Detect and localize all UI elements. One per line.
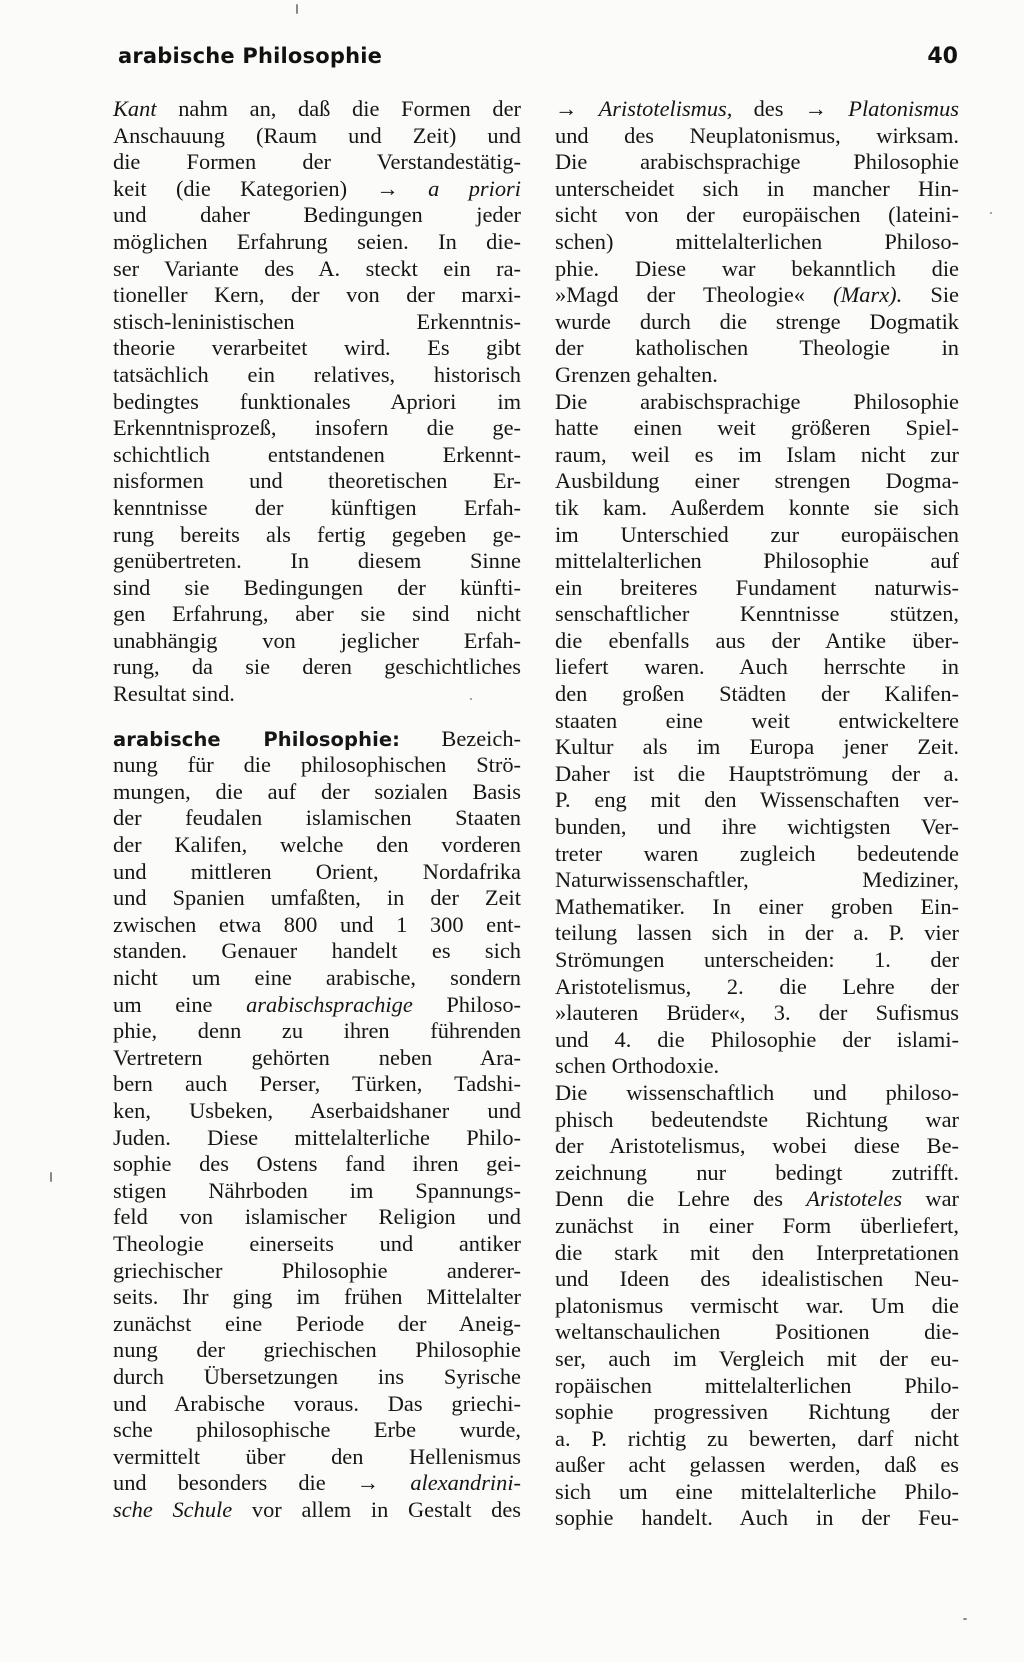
text-line: arabische Philosophie: Bezeich- (113, 725, 521, 751)
text-line: Theologie einerseits und antiker (113, 1230, 521, 1256)
text-line: liefert waren. Auch herrschte in (555, 654, 959, 680)
scan-speck (990, 212, 992, 214)
text-line: sche philosophische Erbe wurde, (113, 1417, 521, 1443)
text-line: genübertreten. In diesem Sinne (113, 548, 521, 574)
text-line: Denn die Lehre des Aristoteles war (555, 1186, 959, 1212)
text-line: bedingtes funktionales Apriori im (113, 388, 521, 414)
text-line: Strömungen unterscheiden: 1. der (555, 947, 959, 972)
text-line: der feudalen islamischen Staaten (113, 805, 521, 831)
text-line: Die arabischsprachige Philosophie (555, 149, 959, 175)
text-line: »Magd der Theologie« (Marx). Sie (555, 282, 959, 308)
text-line: Resultat sind. (113, 681, 235, 707)
text-line: und Ideen des idealistischen Neu- (555, 1266, 959, 1292)
text-line: Die arabischsprachige Philosophie (555, 388, 959, 414)
text-line: weltanschaulichen Positionen die- (555, 1319, 959, 1345)
entry-headword: arabische Philosophie: (113, 727, 401, 751)
text-line: Erkenntnisprozeß, insofern die ge- (113, 415, 521, 441)
scan-speck (963, 1618, 967, 1620)
text-line: »lauteren Brüder«, 3. der Sufismus (555, 1000, 959, 1026)
text-line: teilung lassen sich in der a. P. vier (555, 920, 959, 946)
text-line: treter waren zugleich bedeutende (555, 840, 959, 866)
cross-reference-term: a priori (428, 175, 521, 201)
text-line: P. eng mit den Wissenschaften ver- (555, 787, 959, 813)
text-line: wurde durch die strenge Dogmatik (555, 308, 959, 334)
text-line: vermittelt über den Hellenismus (113, 1443, 521, 1469)
text-line: hatte einen weit größeren Spiel- (555, 415, 959, 441)
text-line: Vertretern gehörten neben Ara- (113, 1044, 521, 1070)
text-line: ropäischen mittelalterlichen Philo- (555, 1372, 959, 1398)
text-line: Ausbildung einer strengen Dogma- (555, 468, 959, 494)
text-line: nung für die philosophischen Strö- (113, 752, 521, 778)
scan-speck (470, 698, 472, 700)
cross-reference-name: (Marx). (833, 282, 903, 308)
text-line: Juden. Diese mittelalterliche Philo- (113, 1124, 521, 1150)
text-line: um eine arabischsprachige Philoso- (113, 991, 521, 1017)
scan-speck (296, 4, 298, 14)
left-column (113, 96, 521, 1523)
text-line: ser, auch im Vergleich mit der eu- (555, 1345, 959, 1371)
text-line: Mathematiker. In einer groben Ein- (555, 893, 959, 919)
right-column (555, 96, 959, 1532)
text-line: tatsächlich ein relatives, historisch (113, 361, 521, 387)
text-line: und Arabische voraus. Das griechi- (113, 1390, 521, 1416)
text-line: feld von islamischer Religion und (113, 1204, 521, 1230)
text-line: und des Neuplatonismus, wirksam. (555, 122, 959, 148)
text-line: der Kalifen, welche den vorderen (113, 832, 521, 858)
cross-reference-term: Aristotelismus, (598, 96, 733, 121)
text-line: nisformen und theoretischen Er- (113, 468, 521, 494)
text-line: a. P. richtig zu bewerten, darf nicht (555, 1425, 959, 1451)
text-line: ken, Usbeken, Aserbaidshaner und (113, 1097, 521, 1123)
text-line: sophie handelt. Auch in der Feu- (555, 1505, 959, 1531)
text-line: die stark mit den Interpretationen (555, 1239, 959, 1265)
text-line: außer acht gelassen werden, daß es (555, 1452, 959, 1478)
text-line: die Formen der Verstandestätig- (113, 149, 521, 175)
running-head: arabische Philosophie (118, 44, 383, 68)
text-line: griechischer Philosophie anderer- (113, 1257, 521, 1283)
text-line: sicht von der europäischen (lateini- (555, 202, 959, 228)
text-line: phisch bedeutendste Richtung war (555, 1106, 959, 1132)
text-line: schen Orthodoxie. (555, 1053, 720, 1079)
text-line: zunächst in einer Form überliefert, (555, 1212, 959, 1238)
text-line: Daher ist die Hauptströmung der a. (555, 760, 959, 786)
text-line: seits. Ihr ging im frühen Mittelalter (113, 1284, 521, 1310)
text-line: zwischen etwa 800 und 1 300 ent- (113, 911, 521, 937)
text-line: sich um eine mittelalterliche Philo- (555, 1478, 959, 1504)
text-line: der Aristotelismus, wobei diese Be- (555, 1133, 959, 1159)
text-line: schen) mittelalterlichen Philoso- (555, 228, 959, 254)
cross-reference-term: Platonismus (848, 96, 959, 121)
text-line: → Aristotelismus, des → Platonismus (555, 96, 959, 121)
text-line: kenntnisse der künftigen Erfah- (113, 494, 521, 520)
text-line: und mittleren Orient, Nordafrika (113, 858, 521, 884)
text-line: Aristotelismus, 2. die Lehre der (555, 973, 959, 999)
text-line: sind sie Bedingungen der künfti- (113, 574, 521, 600)
text-line: Kultur als im Europa jener Zeit. (555, 734, 959, 760)
text-line: die ebenfalls aus der Antike über- (555, 627, 959, 653)
text-line: den großen Städten der Kalifen- (555, 681, 959, 707)
text-line: phie, denn zu ihren führenden (113, 1018, 521, 1044)
text-line: stigen Nährboden im Spannungs- (113, 1177, 521, 1203)
scan-speck (50, 1172, 52, 1182)
text-line: und Spanien umfaßten, in der Zeit (113, 885, 521, 911)
text-line: rung, da sie deren geschichtliches (113, 654, 521, 680)
cross-reference-name: Aristoteles (806, 1186, 903, 1212)
text-line: ein breiteres Fundament naturwis- (555, 574, 959, 600)
text-line: unabhängig von jeglicher Erfah- (113, 627, 521, 653)
text-line: mittelalterlichen Philosophie auf (555, 548, 959, 574)
text-line: sophie des Ostens fand ihren gei- (113, 1151, 521, 1177)
text-line: gen Erfahrung, aber sie sind nicht (113, 601, 521, 627)
text-line: möglichen Erfahrung seien. In die- (113, 228, 521, 254)
text-line: ser Variante des A. steckt ein ra- (113, 255, 521, 281)
cross-reference-name: Kant (113, 96, 157, 121)
text-line: nung der griechischen Philosophie (113, 1337, 521, 1363)
text-line: rung bereits als fertig gegeben ge- (113, 521, 521, 547)
text-line: senschaftlicher Kenntnisse stützen, (555, 601, 959, 627)
previous-entry-continuation (113, 96, 521, 708)
text-line: platonismus vermischt war. Um die (555, 1292, 959, 1318)
text-line: durch Übersetzungen ins Syrische (113, 1363, 521, 1389)
text-line: raum, weil es im Islam nicht zur (555, 441, 959, 467)
cross-reference-term: sche Schule (113, 1496, 233, 1522)
text-line: mungen, die auf der sozialen Basis (113, 778, 521, 804)
text-line: nicht um eine arabische, sondern (113, 965, 521, 990)
text-line: schichtlich entstandenen Erkennt- (113, 441, 521, 467)
text-line: zeichnung nur bedingt zutrifft. (555, 1159, 959, 1185)
page-number: 40 (927, 44, 958, 69)
text-line: im Unterschied zur europäischen (555, 521, 959, 547)
text-line: standen. Genauer handelt es sich (113, 938, 521, 964)
text-line: Kant nahm an, daß die Formen der (113, 96, 521, 121)
dictionary-entry (113, 726, 521, 1524)
text-line: sophie progressiven Richtung der (555, 1399, 959, 1425)
text-line: und daher Bedingungen jeder (113, 202, 521, 228)
text-line: theorie verarbeitet wird. Es gibt (113, 335, 521, 361)
text-line: tik kam. Außerdem konnte sie sich (555, 494, 959, 520)
text-line: sche Schule vor allem in Gestalt des (113, 1496, 521, 1522)
text-line: Naturwissenschaftler, Mediziner, (555, 867, 959, 893)
text-line: und 4. die Philosophie der islami- (555, 1026, 959, 1052)
text-line: keit (die Kategorien) → a priori (113, 175, 521, 201)
emphasis-term: arabischsprachige (246, 991, 413, 1017)
text-line: Anschauung (Raum und Zeit) und (113, 122, 521, 148)
text-line: und besonders die → alexandrini- (113, 1470, 521, 1496)
text-line: zunächst eine Periode der Aneig- (113, 1310, 521, 1336)
text-line: der katholischen Theologie in (555, 335, 959, 361)
text-line: staaten eine weit entwickeltere (555, 707, 959, 733)
text-line: Grenzen gehalten. (555, 361, 718, 387)
text-line: Die wissenschaftlich und philoso- (555, 1079, 959, 1105)
text-line: unterscheidet sich in mancher Hin- (555, 175, 959, 201)
text-line: bern auch Perser, Türken, Tadshi- (113, 1071, 521, 1097)
text-line: stisch-leninistischen Erkenntnis- (113, 308, 521, 334)
cross-reference-term: alexandrini- (410, 1470, 521, 1496)
text-line: tioneller Kern, der von der marxi- (113, 282, 521, 308)
text-line: bunden, und ihre wichtigsten Ver- (555, 814, 959, 840)
text-line: phie. Diese war bekanntlich die (555, 255, 959, 281)
